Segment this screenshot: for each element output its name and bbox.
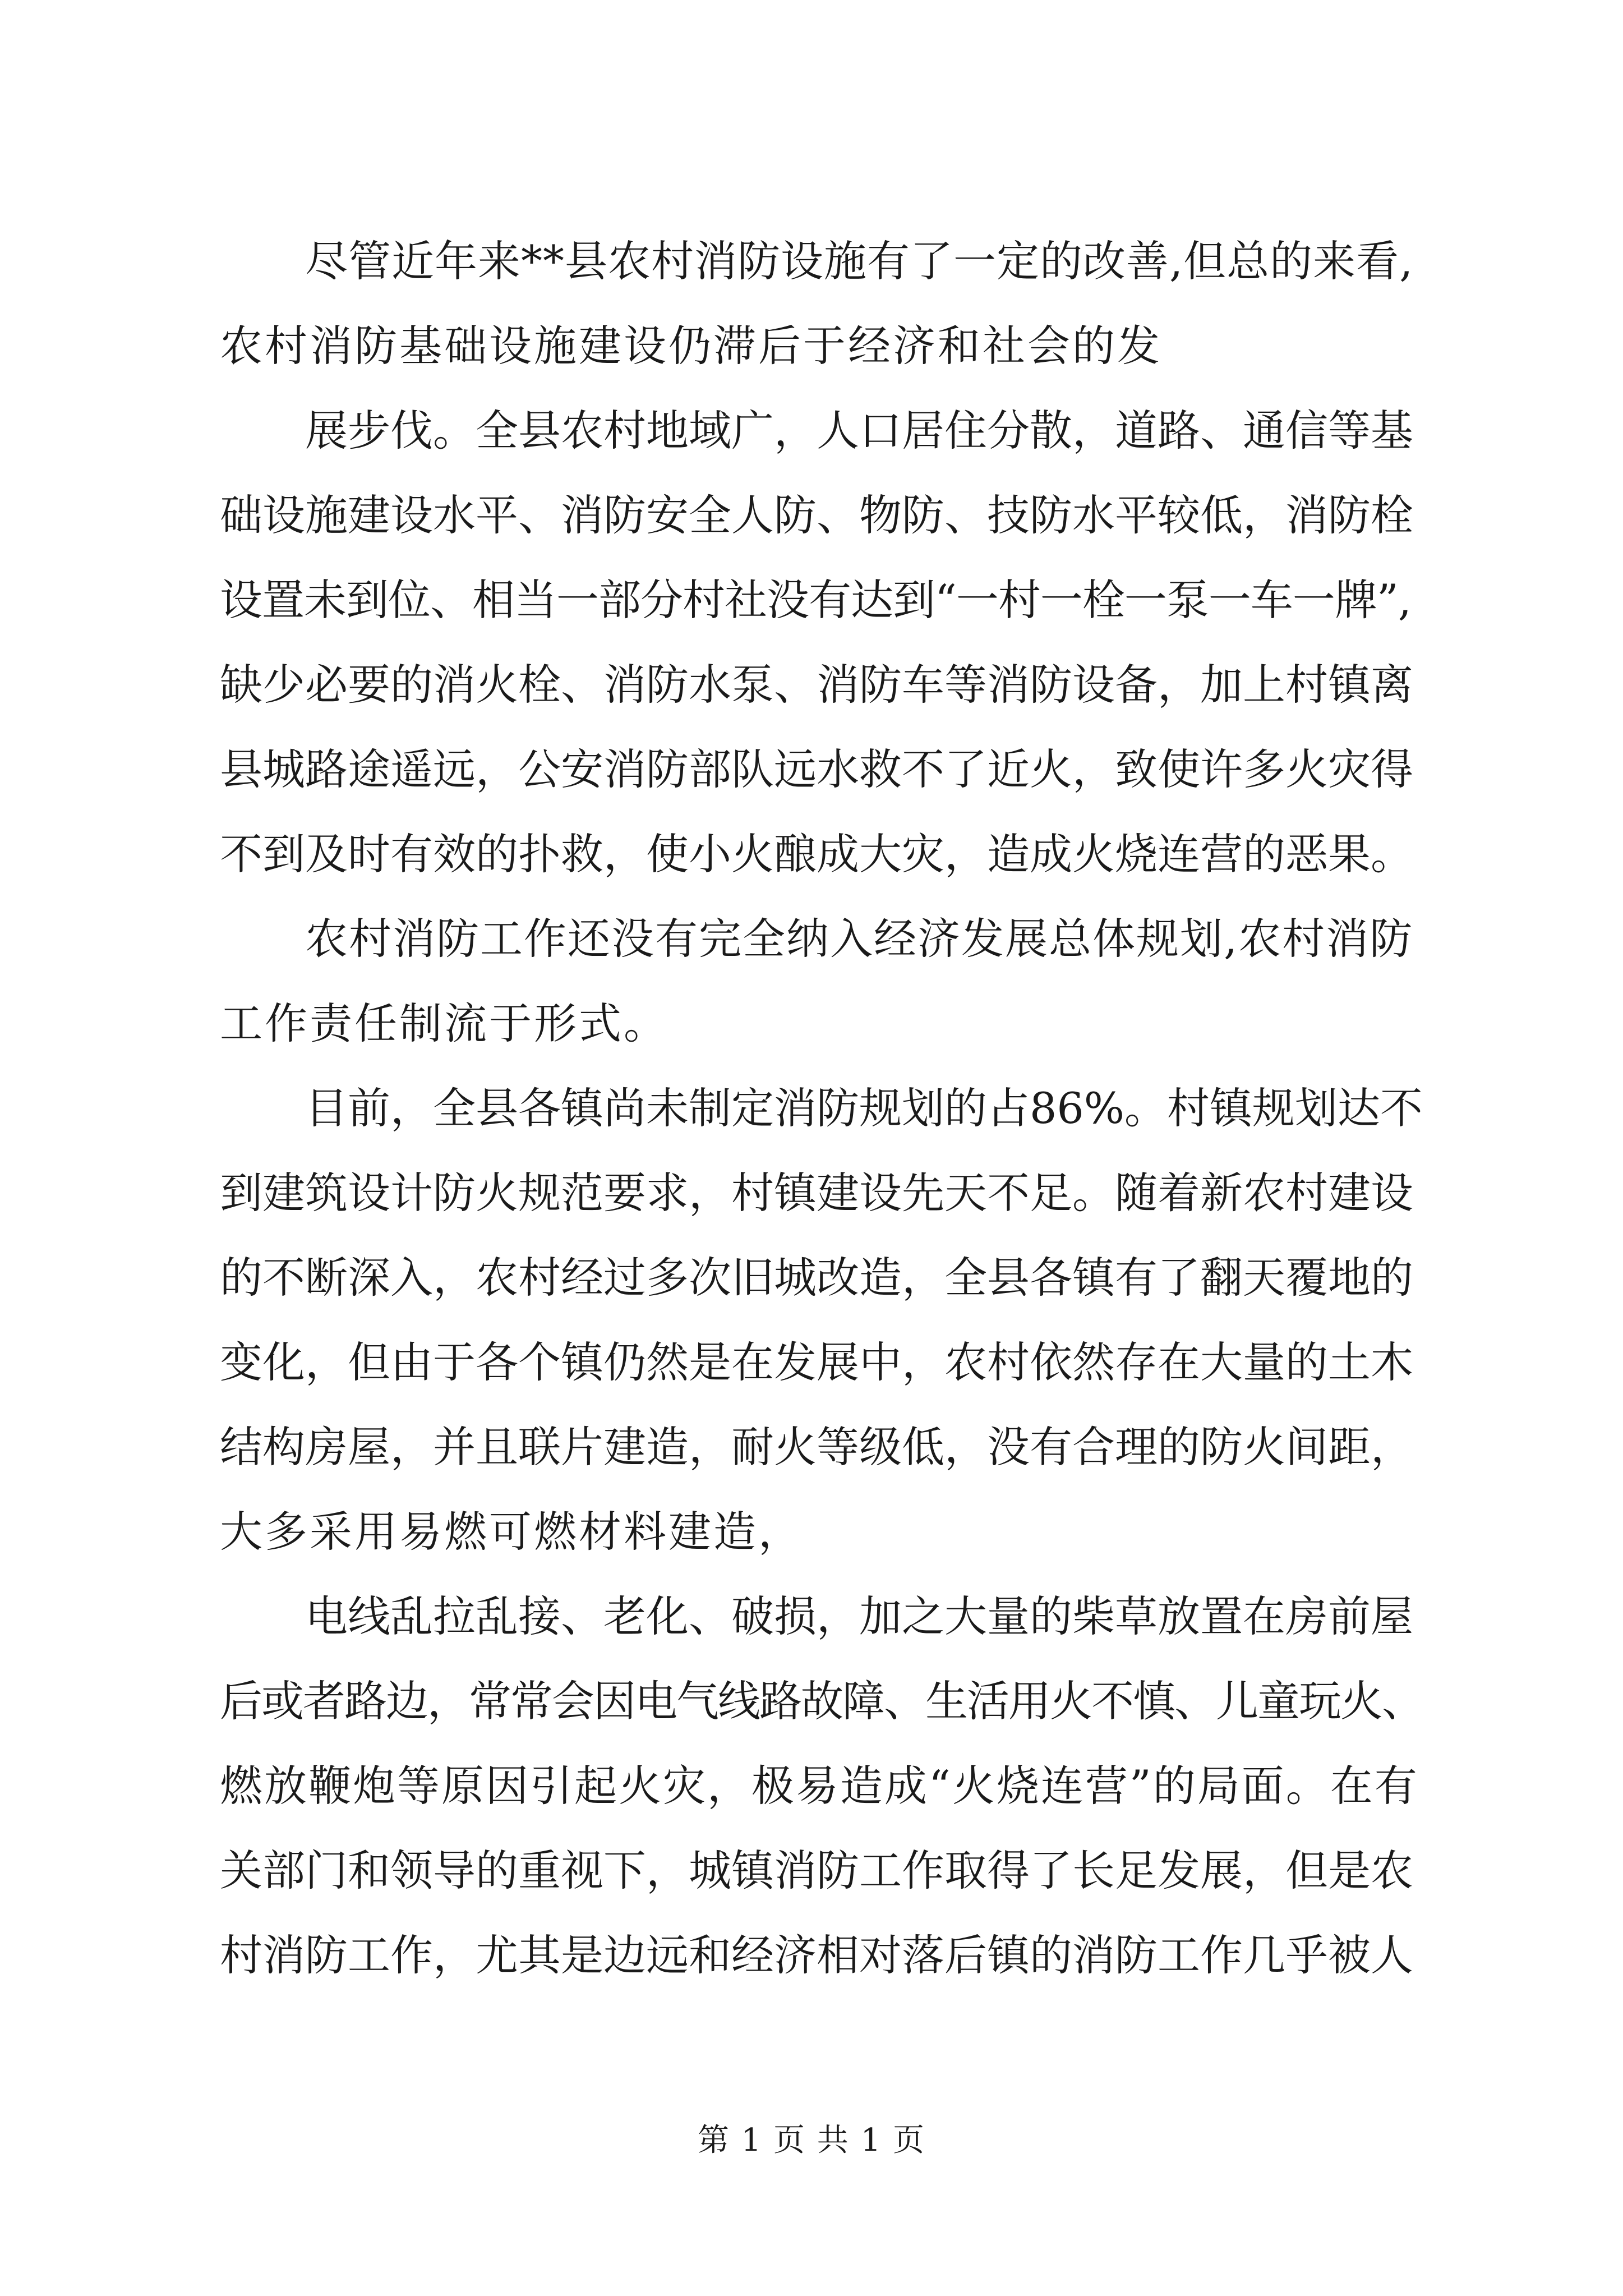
paragraph-line: 村消防工作，尤其是边远和经济相对落后镇的消防工作几乎被人	[220, 1930, 1413, 1980]
paragraph-line: 农村消防工作还没有完全纳入经济发展总体规划,农村消防	[305, 914, 1414, 964]
paragraph-line: 尽管近年来**县农村消防设施有了一定的改善,但总的来看,	[305, 236, 1414, 286]
paragraph-line: 到建筑设计防火规范要求，村镇建设先天不足。随着新农村建设	[220, 1168, 1413, 1218]
paragraph-line: 工作责任制流于形式。	[220, 999, 668, 1048]
paragraph-line: 缺少必要的消火栓、消防水泵、消防车等消防设备，加上村镇离	[220, 660, 1413, 710]
paragraph-line: 结构房屋，并且联片建造，耐火等级低，没有合理的防火间距，	[220, 1422, 1413, 1472]
page-number-footer: 第 1 页 共 1 页	[697, 2122, 926, 2159]
paragraph-3	[220, 896, 1426, 1066]
paragraph-line: 础设施建设水平、消防安全人防、物防、技防水平较低，消防栓	[220, 490, 1413, 540]
paragraph-line: 展步伐。全县农村地域广，人口居住分散，道路、通信等基	[305, 406, 1413, 455]
paragraph-line: 设置未到位、相当一部分村社没有达到“一村一栓一泵一车一牌”,	[220, 575, 1411, 625]
paragraph-line: 不到及时有效的扑救，使小火酿成大灾，造成火烧连营的恶果。	[220, 829, 1413, 879]
paragraph-2	[220, 388, 1426, 896]
paragraph-line: 县城路途遥远，公安消防部队远水救不了近火，致使许多火灾得	[220, 744, 1413, 794]
paragraph-line: 后或者路边，常常会因电气线路故障、生活用火不慎、儿童玩火、	[220, 1676, 1423, 1726]
paragraph-line: 的不断深入，农村经过多次旧城改造，全县各镇有了翻天覆地的	[220, 1253, 1413, 1303]
document-body	[220, 219, 1426, 1998]
paragraph-line: 变化，但由于各个镇仍然是在发展中，农村依然存在大量的土木	[220, 1337, 1413, 1387]
paragraph-line: 燃放鞭炮等原因引起火灾，极易造成“火烧连营”的局面。在有	[220, 1761, 1419, 1811]
paragraph-line: 大多采用易燃可燃材料建造，	[220, 1507, 803, 1557]
paragraph-5	[220, 1574, 1426, 1998]
paragraph-line: 农村消防基础设施建设仍滞后于经济和社会的发	[220, 321, 1162, 371]
paragraph-line: 电线乱拉乱接、老化、破损，加之大量的柴草放置在房前屋	[305, 1591, 1413, 1641]
paragraph-1	[220, 219, 1426, 388]
paragraph-line: 关部门和领导的重视下，城镇消防工作取得了长足发展，但是农	[220, 1846, 1413, 1895]
paragraph-line: 目前，全县各镇尚未制定消防规划的占86%。村镇规划达不	[305, 1083, 1423, 1133]
paragraph-4	[220, 1066, 1426, 1574]
